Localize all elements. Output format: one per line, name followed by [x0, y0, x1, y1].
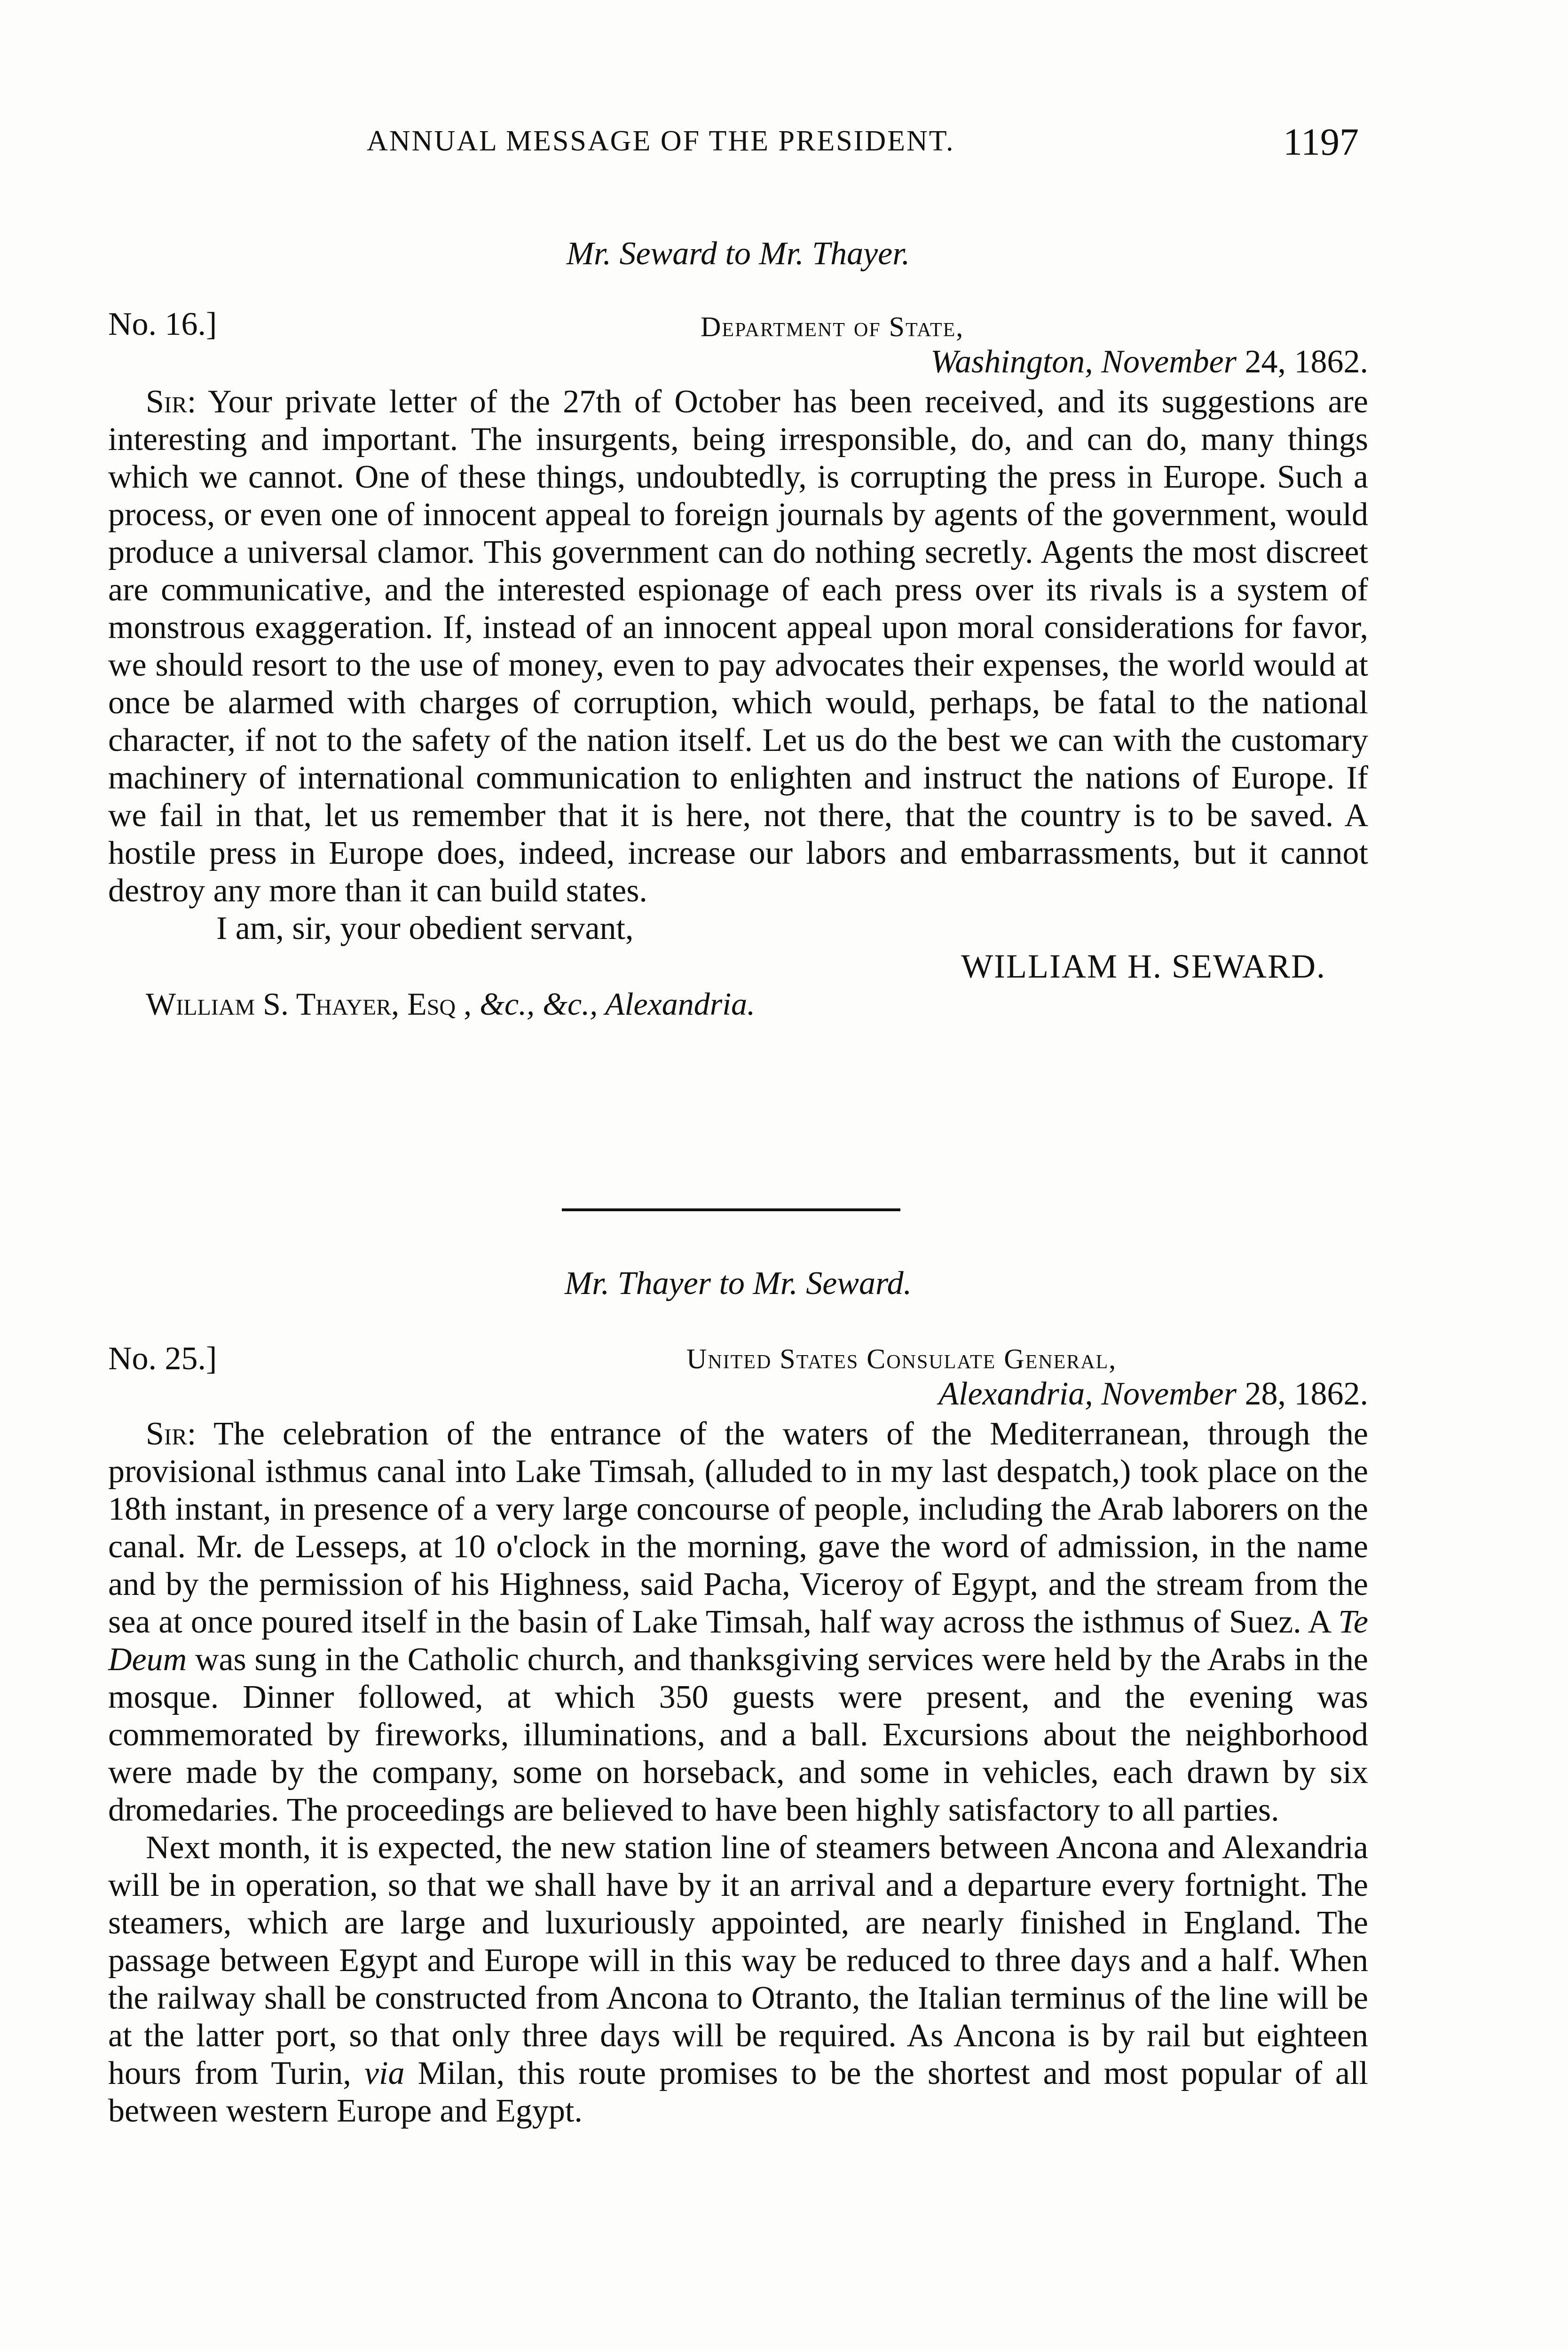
letter1-closing: I am, sir, your obedient servant, — [216, 910, 634, 947]
letter1-recipient-place: &c., &c., Alexandria. — [480, 986, 756, 1022]
letter2-number: No. 25.] — [108, 1341, 217, 1377]
letter1-place: Washington, — [930, 344, 1093, 380]
letter2-salutation: Sir: — [146, 1416, 197, 1452]
letter1-paragraph — [108, 383, 1368, 910]
letter2-te-deum: Te Deum — [108, 1604, 1368, 1678]
letter1-title-block — [108, 235, 1368, 273]
letter2-body-block — [108, 1415, 1368, 2130]
letter2-date: 28, 1862. — [1245, 1376, 1368, 1412]
letter2-p2-text-b: Milan, this route promises to be the shortest and most popular of all between western Europe and Egypt. — [108, 2055, 1368, 2129]
letter1-number: No. 16.] — [108, 306, 217, 342]
letter1-salutation: Sir: — [146, 384, 197, 420]
letter2-title: Mr. Thayer to Mr. Seward. — [564, 1265, 912, 1302]
letter1-department: Department of State, — [701, 311, 964, 342]
letter2-place: Alexandria, — [938, 1376, 1093, 1412]
letter2-via: via — [364, 2055, 405, 2091]
page-header — [367, 120, 1359, 172]
letter1-heading — [108, 301, 1368, 381]
letter2-dateline — [938, 1375, 1368, 1413]
letter1-title: Mr. Seward to Mr. Thayer. — [566, 236, 910, 272]
letter2-p1-text-b: was sung in the Catholic church, and thanksgiving services were held by the Arabs in the mosque. Dinner followed, at which 350 guests were present, and the evening was commemorated by fireworks, illuminations, and a ball. Excursions about the neighborhood were made by the company, some on horseback, and some in vehicles, each drawn by six dromedaries. The proceedings are believed to have been highly satisfactory to all parties. — [108, 1641, 1368, 1828]
letter2-month: November — [1101, 1376, 1237, 1412]
letter2-p1-text-a: The celebration of the entrance of the waters of the Mediterranean, through the provisional isthmus canal into Lake Timsah, (alluded to in my last despatch,) took place on the 18th instant, in presence of a very large concourse of people, including the Arab laborers on the canal. Mr. de Lesseps, at 10 o'clock in the morning, gave the word of admission, in the name and by the permission of his Highness, said Pacha, Viceroy of Egypt, and the stream from the sea at once poured itself in the basin of Lake Timsah, half way across the isthmus of Suez. A — [108, 1416, 1368, 1640]
letter1-body-block — [108, 383, 1368, 1023]
letter1-month: November — [1101, 344, 1237, 380]
running-title: ANNUAL MESSAGE OF THE PRESIDENT. — [367, 125, 955, 157]
letter2-department: United States Consulate General, — [686, 1343, 1117, 1374]
letter2-heading — [108, 1335, 1368, 1415]
letter2-p2-text-a: Next month, it is expected, the new station line of steamers between Ancona and Alexandria will be in operation, so that we shall have by it an arrival and a departure every fortnight. The steamers, which are large and luxuriously appointed, are nearly finished in England. The passage between Egypt and Europe will in this way be reduced to three days and a half. When the railway shall be constructed from Ancona to Otranto, the Italian terminus of the line will be at the latter port, so that only three days will be required. As Ancona is by rail but eighteen hours from Turin, — [108, 1830, 1368, 2091]
letter1-recipient — [108, 985, 1368, 1023]
letter1-signature: WILLIAM H. SEWARD. — [961, 947, 1326, 985]
page-number: 1197 — [1283, 120, 1359, 163]
letter1-date: 24, 1862. — [1245, 344, 1368, 380]
letter2-paragraph-2 — [108, 1829, 1368, 2130]
section-divider — [562, 1208, 900, 1211]
letter1-dateline — [930, 343, 1368, 381]
letter1-recipient-name: William S. Thayer, Esq , — [146, 986, 472, 1022]
letter1-body: Your private letter of the 27th of October has been received, and its suggestions are interesting and important. The insurgents, being irresponsible, do, and can do, many things which we cannot. One of these things, undoubtedly, is corrupting the press in Europe. Such a process, or even one of innocent appeal to foreign journals by agents of the government, would produce a universal clamor. This government can do nothing secretly. Agents the most discreet are communicative, and the interested espionage of each press over its rivals is a system of monstrous exaggeration. If, instead of an innocent appeal upon moral considerations for favor, we should resort to the use of money, even to pay advocates their expenses, the world would at once be alarmed with charges of corruption, which would, perhaps, be fatal to the national character, if not to the safety of the nation itself. Let us do the best we can with the customary machinery of international communication to enlighten and instruct the nations of Europe. If we fail in that, let us remember that it is here, not there, that the country is to be saved. A hostile press in Europe does, indeed, increase our labors and embarrassments, but it cannot destroy any more than it can build states. — [108, 384, 1368, 909]
letter2-paragraph-1 — [108, 1415, 1368, 1829]
letter2-title-block — [108, 1265, 1368, 1302]
